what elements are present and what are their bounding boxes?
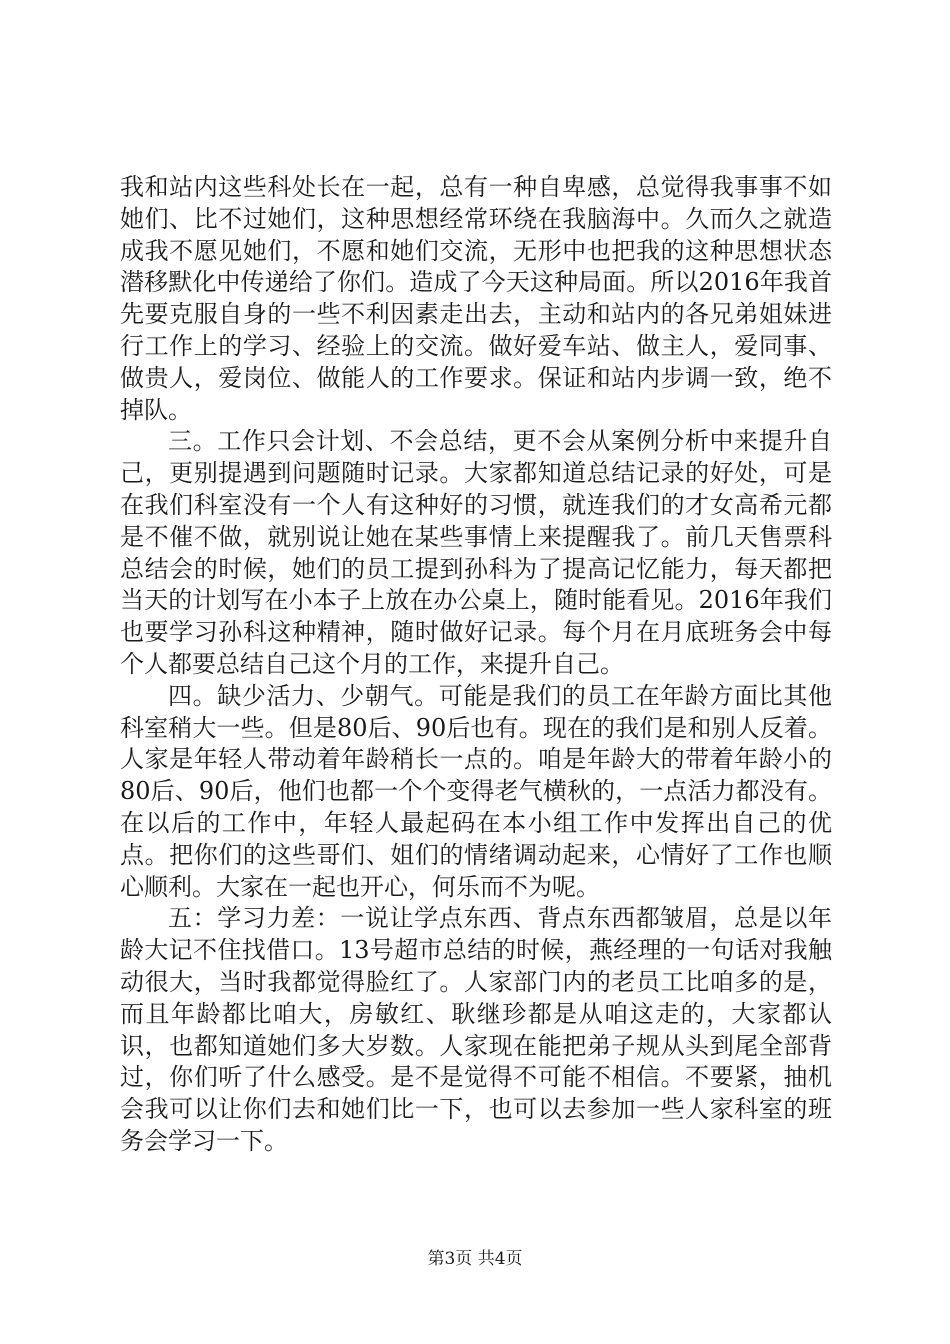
paragraph-item-three: 三。工作只会计划、不会总结，更不会从案例分析中来提升自己，更别提遇到问题随时记录。大家都知道总结记录的好处，可是在我们科室没有一个人有这种好的习惯，就连我们的才女高希元都是不催不做，就别说让她在某些事情上来提醒我了。前几天售票科总结会的时候，她们的员工提到孙科为了提高记忆能力，每天都把当天的计划写在小本子上放在办公桌上，随时能看见。2016年我们也要学习孙科这种精神，随时做好记录。每个月在月底班务会中每个人都要总结自己这个月的工作，来提升自己。 (120, 427, 832, 678)
page-number-footer: 第3页 共4页 (427, 1249, 523, 1269)
paragraph-continuation: 我和站内这些科处长在一起，总有一种自卑感，总觉得我事事不如她们、比不过她们，这种思想经常环绕在我脑海中。久而久之就造成我不愿见她们，不愿和她们交流，无形中也把我的这种思想状态潜移默化中传递给了你们。造成了今天这种局面。所以2016年我首先要克服自身的一些不利因素走出去，主动和站内的各兄弟姐妹进行工作上的学习、经验上的交流。做好爱车站、做主人，爱同事、做贵人，爱岗位、做能人的工作要求。保证和站内步调一致，绝不掉队。 (120, 173, 832, 424)
paragraph-item-four: 四。缺少活力、少朝气。可能是我们的员工在年龄方面比其他科室稍大一些。但是80后、90后也有。现在的我们是和别人反着。人家是年轻人带动着年龄稍长一点的。咱是年龄大的带着年龄小的80后、90后，他们也都一个个变得老气横秋的，一点活力都没有。在以后的工作中，年轻人最起码在本小组工作中发挥出自己的优点。把你们的这些哥们、姐们的情绪调动起来，心情好了工作也顺心顺利。大家在一起也开心，何乐而不为呢。 (120, 681, 832, 901)
document-body (120, 172, 832, 1158)
paragraph-item-five: 五：学习力差：一说让学点东西、背点东西都皱眉，总是以年龄大记不住找借口。13号超市总结的时候，燕经理的一句话对我触动很大，当时我都觉得脸红了。人家部门内的老员工比咱多的是，而且年龄都比咱大，房敏红、耿继珍都是从咱这走的，大家都认识，也都知道她们多大岁数。人家现在能把弟子规从头到尾全部背过，你们听了什么感受。是不是觉得不可能不相信。不要紧，抽机会我可以让你们去和她们比一下，也可以去参加一些人家科室的班务会学习一下。 (120, 904, 832, 1155)
